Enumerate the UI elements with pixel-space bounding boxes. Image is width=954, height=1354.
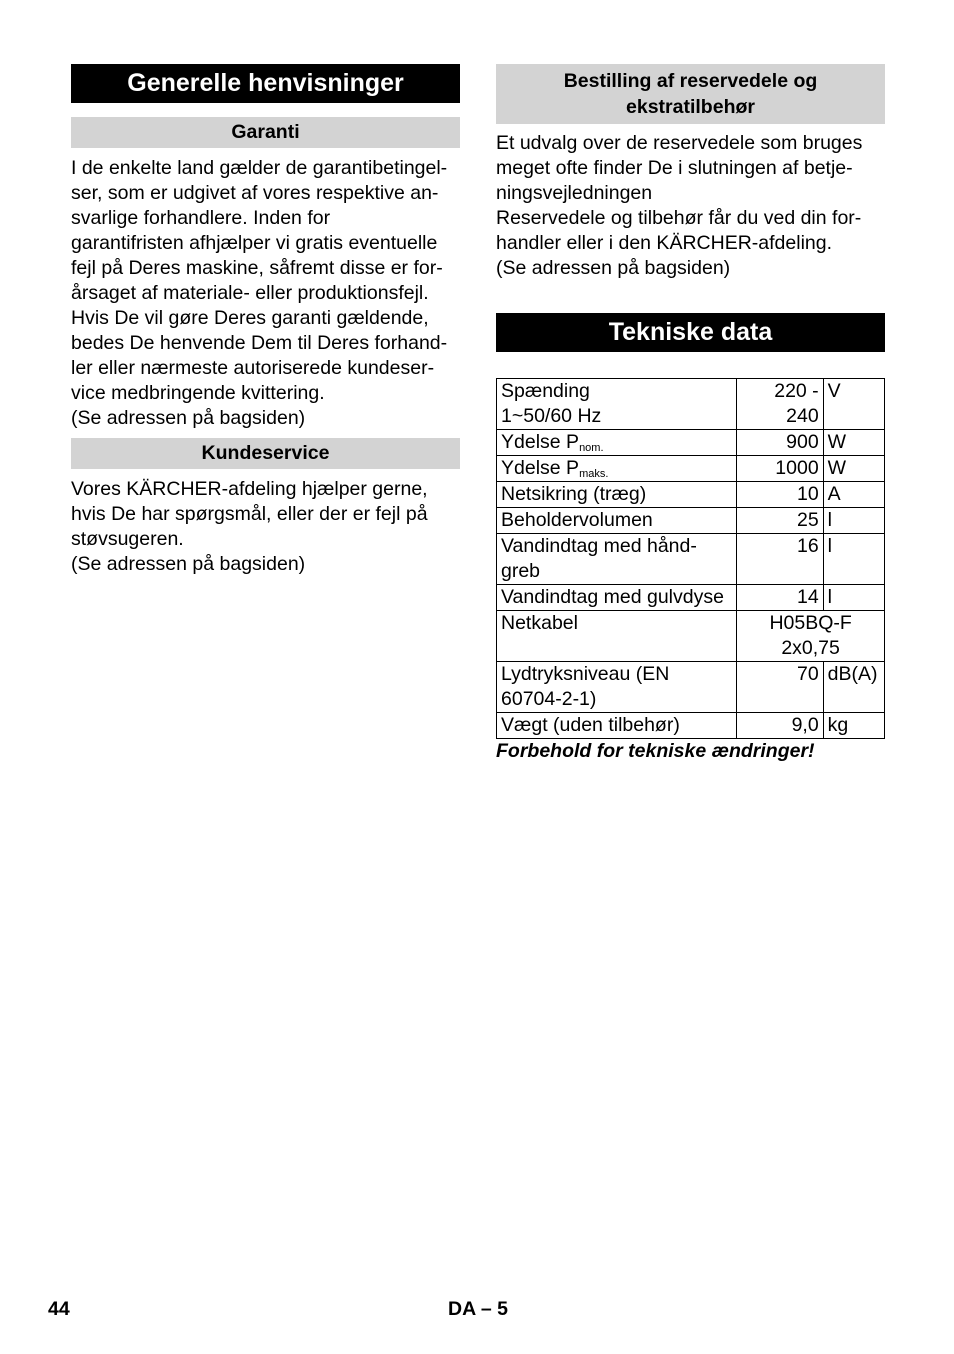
spec-name	[497, 662, 737, 713]
section-title-general: Generelle henvisninger	[71, 64, 460, 103]
spec-name	[497, 482, 737, 508]
spec-value: H05BQ-F 2x0,75	[737, 611, 885, 662]
spec-unit: l	[823, 508, 884, 534]
table-row	[497, 713, 885, 739]
spec-name-text: Spænding 1~50/60 Hz	[501, 380, 602, 427]
table-row	[497, 534, 885, 585]
spec-name	[497, 456, 737, 482]
spec-name-text: Ydelse P	[501, 431, 580, 453]
table-row	[497, 379, 885, 430]
spec-name-subscript: nom.	[579, 442, 604, 454]
heading-spare-parts: Bestilling af reservedele og ekstratilbehør	[496, 64, 885, 124]
page-number: 44	[48, 1298, 70, 1320]
spec-value: 14	[737, 585, 823, 611]
spec-unit: V	[823, 379, 884, 430]
table-row	[497, 482, 885, 508]
spec-value: 10	[737, 482, 823, 508]
spec-unit: dB(A)	[823, 662, 884, 713]
spec-value: 70	[737, 662, 823, 713]
spec-unit: W	[823, 456, 884, 482]
spec-value: 16	[737, 534, 823, 585]
left-column	[71, 64, 460, 577]
spec-name	[497, 379, 737, 430]
table-row	[497, 430, 885, 456]
technical-data-table	[496, 378, 885, 739]
spec-name	[497, 430, 737, 456]
table-row	[497, 508, 885, 534]
spec-unit: l	[823, 534, 884, 585]
table-row	[497, 456, 885, 482]
spare-parts-text: Et udvalg over de reservedele som bruges meget ofte finder De i slutningen af betje- ningsvejledningen Reservedele og tilbehør får du ved din for- handler eller i den KÄRCHER-afdeling. (Se adressen på bagsiden)	[496, 132, 863, 279]
section-page-label: DA – 5	[448, 1298, 508, 1320]
table-row	[497, 611, 885, 662]
spec-name-text: Vandindtag med hånd- greb	[501, 535, 697, 582]
spec-unit: kg	[823, 713, 884, 739]
spec-value: 25	[737, 508, 823, 534]
warranty-text: I de enkelte land gælder de garantibetingel- ser, som er udgivet af vores respektive an- svarlige forhandlere. Inden for garantifristen afhjælper vi gratis eventuelle fejl på Deres maskine, såfremt disse er for- årsaget af materiale- eller produktionsfejl. Hvis De vil gøre Deres garanti gældende, bedes De henvende Dem til Deres forhand- ler eller nærmeste autoriserede kundeser- vice medbringende kvittering. (Se adressen på bagsiden)	[71, 157, 448, 429]
spec-name-subscript: maks.	[579, 468, 609, 480]
spec-name-text: Ydelse P	[501, 457, 580, 479]
spec-value: 900	[737, 430, 823, 456]
spec-value: 220 - 240	[737, 379, 823, 430]
spec-value: 1000	[737, 456, 823, 482]
heading-customer-service: Kundeservice	[71, 438, 460, 469]
heading-warranty: Garanti	[71, 117, 460, 148]
table-row	[497, 662, 885, 713]
spec-name-text: Beholdervolumen	[501, 509, 653, 531]
table-row	[497, 585, 885, 611]
spec-value: 9,0	[737, 713, 823, 739]
spec-name-text: Netsikring (træg)	[501, 483, 647, 505]
spec-name-text: Vægt (uden tilbehør)	[501, 714, 680, 736]
spec-unit: l	[823, 585, 884, 611]
spec-unit: A	[823, 482, 884, 508]
spec-name	[497, 534, 737, 585]
spec-name	[497, 585, 737, 611]
spec-unit: W	[823, 430, 884, 456]
spec-name	[497, 713, 737, 739]
right-column	[496, 64, 885, 764]
technical-changes-note: Forbehold for tekniske ændringer!	[496, 740, 815, 762]
spec-name-text: Netkabel	[501, 612, 578, 634]
section-title-technical-data: Tekniske data	[496, 313, 885, 352]
customer-service-text: Vores KÄRCHER-afdeling hjælper gerne, hvis De har spørgsmål, eller der er fejl på støvsugeren. (Se adressen på bagsiden)	[71, 478, 428, 575]
spec-name	[497, 508, 737, 534]
spec-name	[497, 611, 737, 662]
spec-name-text: Vandindtag med gulvdyse	[501, 586, 724, 608]
spec-name-text: Lydtryksniveau (EN 60704-2-1)	[501, 663, 670, 710]
